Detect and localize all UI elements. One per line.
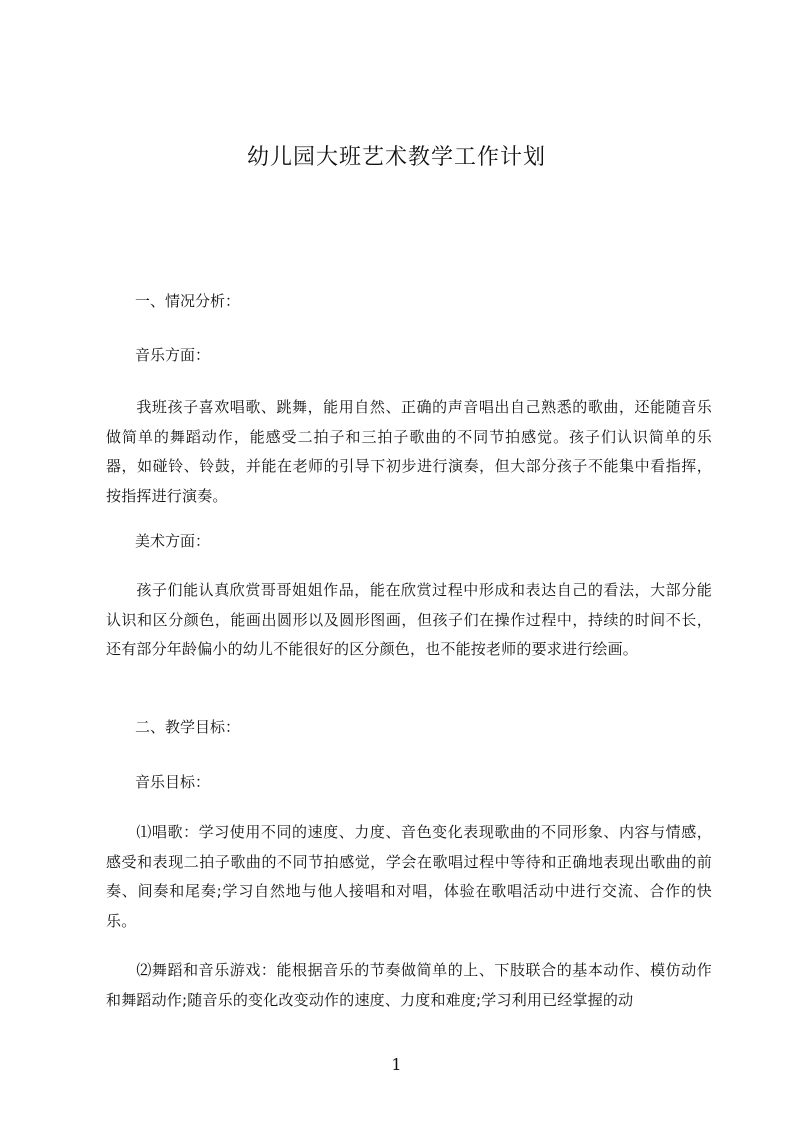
subheading-music-goals: 音乐目标： xyxy=(135,773,211,791)
paragraph-goal-dance-text: ⑵舞蹈和音乐游戏：能根据音乐的节奏做简单的上、下肢联合的基本动作、模仿动作和舞蹈动作;随音乐的变化改变动作的速度、力度和难度;学习利用已经掌握的动 xyxy=(106,961,712,1009)
paragraph-goal-dance xyxy=(106,956,712,1015)
paragraph-music-text: 我班孩子喜欢唱歌、跳舞，能用自然、正确的声音唱出自己熟悉的歌曲，还能随音乐做简单的舞蹈动作，能感受二拍子和三拍子歌曲的不同节拍感觉。孩子们认识简单的乐器，如碰铃、铃鼓，并能在老师的引导下初步进行演奏，但大部分孩子不能集中看指挥，按指挥进行演奏。 xyxy=(106,398,712,505)
paragraph-art xyxy=(106,576,712,665)
section-heading-situation: 一、情况分析： xyxy=(135,292,241,310)
paragraph-goal-singing-text: ⑴唱歌：学习使用不同的速度、力度、音色变化表现歌曲的不同形象、内容与情感，感受和表现二拍子歌曲的不同节拍感觉，学会在歌唱过程中等待和正确地表现出歌曲的前奏、间奏和尾奏;学习自然地与他人接唱和对唱，体验在歌唱活动中进行交流、合作的快乐。 xyxy=(106,823,712,930)
paragraph-music xyxy=(106,393,712,511)
section-heading-goals: 二、教学目标： xyxy=(135,718,241,736)
paragraph-goal-singing xyxy=(106,818,712,936)
paragraph-art-text: 孩子们能认真欣赏哥哥姐姐作品，能在欣赏过程中形成和表达自己的看法，大部分能认识和区分颜色，能画出圆形以及圆形图画，但孩子们在操作过程中，持续的时间不长，还有部分年龄偏小的幼儿不能很好的区分颜色，也不能按老师的要求进行绘画。 xyxy=(106,581,712,658)
subheading-music: 音乐方面： xyxy=(135,346,211,364)
document-title: 幼儿园大班艺术教学工作计划 xyxy=(246,145,546,170)
page-number: 1 xyxy=(391,1055,402,1074)
subheading-art: 美术方面： xyxy=(135,532,211,550)
